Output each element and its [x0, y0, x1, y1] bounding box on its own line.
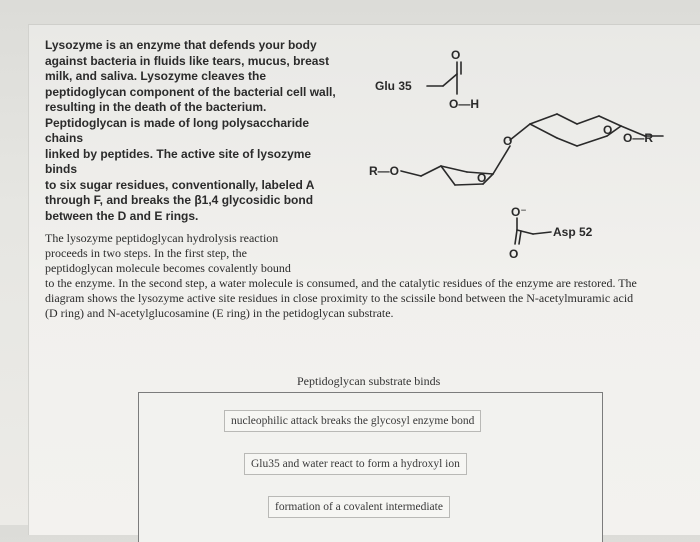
intro-line: Peptidoglycan is made of long polysaccharide chains — [45, 115, 310, 145]
intro-line: between the D and E rings. — [45, 208, 199, 223]
or-right-label: O—R — [623, 131, 653, 145]
intro-line: linked by peptides. The active site of lysozyme binds — [45, 146, 312, 176]
asp52-label: Asp 52 — [553, 225, 593, 239]
reaction-line: (D ring) and N-acetylglucosamine (E ring) in the petidoglycan substrate. — [45, 306, 394, 320]
d-ring-o: O — [477, 171, 487, 185]
reaction-line: diagram shows the lysozyme active site residues in close proximity to the scissile bond between the N-acetylmuramic acid — [45, 291, 634, 305]
asp-carbonyl-o: O — [509, 247, 519, 261]
answer-card-nucleophilic-attack[interactable]: nucleophilic attack breaks the glycosyl enzyme bond — [224, 410, 481, 432]
intro-line: Lysozyme is an enzyme that defends your body — [45, 38, 317, 52]
asp-o-minus: O⁻ — [511, 205, 527, 219]
intro-line: milk, and saliva. Lysozyme cleaves the — [45, 69, 267, 83]
reaction-line: to the enzyme. In the second step, a water molecule is consumed, and the catalytic residues of the enzyme are restored. The — [45, 276, 637, 290]
intro-line: to six sugar residues, conventionally, labeled A — [45, 177, 315, 192]
glu35-label: Glu 35 — [375, 79, 412, 93]
reaction-line: The lysozyme peptidoglycan hydrolysis reaction — [45, 231, 279, 245]
e-ring-o: O — [603, 123, 613, 137]
drop-zone-label: Peptidoglycan substrate binds — [297, 374, 441, 388]
intro-line: resulting in the death of the bacterium. — [45, 100, 267, 114]
intro-line: against bacteria in fluids like tears, mucus, breast — [45, 53, 330, 68]
intro-line: through F, and breaks the β1,4 glycosidic bond — [45, 193, 314, 207]
glycosidic-o: O — [503, 134, 513, 148]
reaction-paragraph — [45, 231, 695, 321]
glu-carbonyl-o: O — [451, 48, 461, 62]
reaction-line: proceeds in two steps. In the first step, the — [45, 246, 247, 260]
intro-line: peptidoglycan component of the bacterial cell wall, — [45, 84, 336, 99]
ro-left-label: R—O — [369, 164, 399, 178]
intro-paragraph — [45, 38, 345, 224]
glu-hydroxyl-label: O—H — [449, 97, 479, 111]
answer-card-covalent-intermediate[interactable]: formation of a covalent intermediate — [268, 496, 450, 518]
answer-card-glu35-water[interactable]: Glu35 and water react to form a hydroxyl ion — [244, 453, 467, 475]
reaction-line: peptidoglycan molecule becomes covalently bound — [45, 261, 291, 275]
